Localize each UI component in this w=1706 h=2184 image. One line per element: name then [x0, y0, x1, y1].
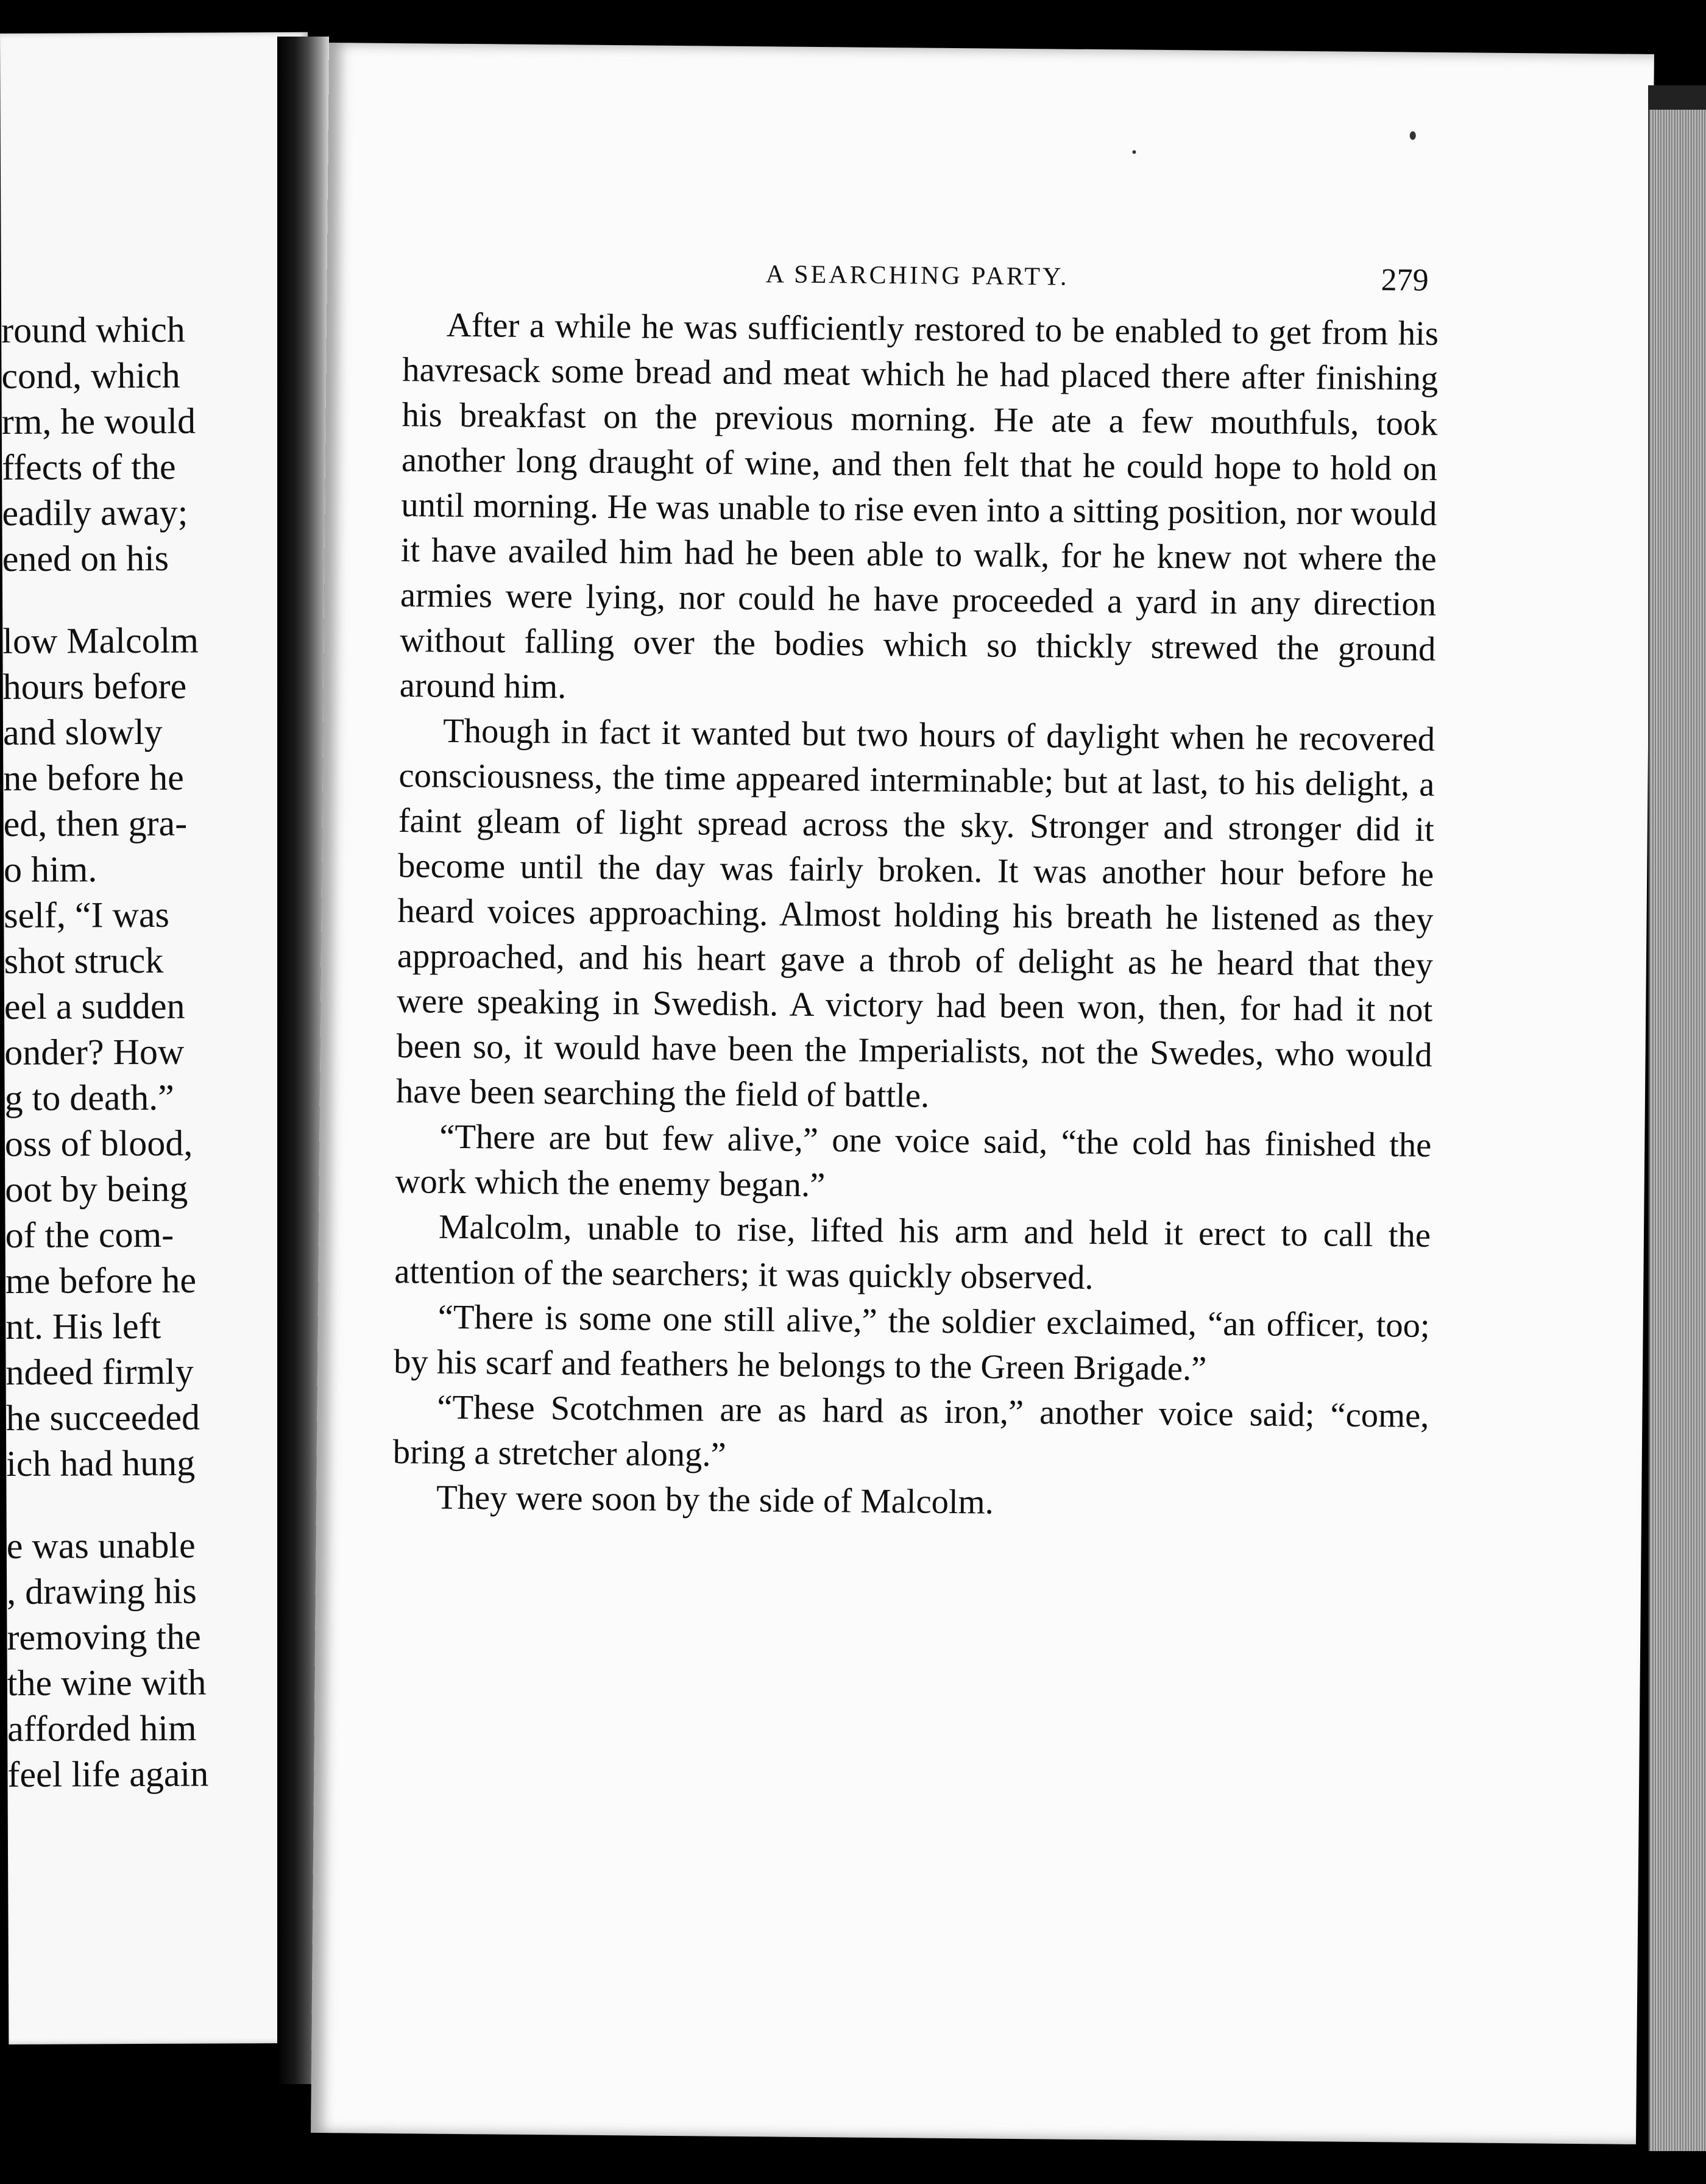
left-page-line: g to death.”	[4, 1077, 174, 1118]
left-page	[0, 32, 316, 2044]
left-page-line: ich had hung	[6, 1442, 196, 1484]
paragraph: After a while he was sufficiently restored to be enabled to get from his havresack some bread and meat which he had placed there after finishing his breakfast on the previous morning. He ate a few mouthfuls, took another long draught of wine, and then felt that he could hope to hold on until morning. He was unable to rise even into a sitting position, nor would it have availed him had he been able to walk, for he knew not where the armies were lying, nor could he have proceeded a yard in any direction without falling over the bodies which so thickly strewed the ground around him.	[399, 306, 1439, 706]
left-page-line: feel life again	[7, 1753, 209, 1795]
paragraph: “There are but few alive,” one voice said, “the cold has finished the work which the enemy began.”	[395, 1118, 1432, 1205]
left-page-line: onder? How	[4, 1031, 185, 1072]
left-page-line: self, “I was	[4, 894, 170, 935]
page-edges-shadow	[1648, 85, 1706, 110]
left-page-line: and slowly	[2, 711, 163, 753]
paragraph: “There is some one still alive,” the soldier exclaimed, “an officer, too; by his scarf and feathers he belongs to the Green Brigade.”	[393, 1298, 1430, 1388]
left-page-line: he succeeded	[5, 1397, 200, 1438]
left-page-line: the wine with	[7, 1662, 207, 1703]
left-page-line: eel a sudden	[4, 985, 185, 1027]
left-page-line: , drawing his	[7, 1570, 197, 1612]
paragraph: They were soon by the side of Malcolm.	[436, 1478, 994, 1522]
page-number: 279	[1381, 263, 1429, 298]
right-page	[311, 43, 1654, 2144]
left-page-line: round which	[1, 309, 185, 350]
left-page-line: ndeed firmly	[5, 1351, 194, 1392]
left-page-line: ne before he	[3, 757, 184, 798]
left-page-line: shot struck	[4, 940, 164, 981]
left-page-line: of the com-	[5, 1214, 174, 1255]
left-page-line: ffects of the	[1, 446, 176, 488]
left-page-line: rm, he would	[1, 400, 196, 442]
paper-speck	[1132, 151, 1136, 154]
left-page-line: ened on his	[2, 537, 169, 579]
left-page-line: cond, which	[1, 355, 180, 396]
paragraph: Though in fact it wanted but two hours of daylight when he recovered consciousness, the time appeared interminable; but at last, to his delight, a faint gleam of light spread across the sky. Stronger and stronger did it become until the day was fairly broken. It was another hour before he heard voices approaching. Almost holding his breath he listened as they approached, and his heart gave a throb of delight as he heard that they were speaking in Swedish. A victory had been won, then, for had it not been so, it would have been the Imperialists, not the Swedes, who would have been searching the field of battle.	[395, 712, 1435, 1115]
left-page-line: eadily away;	[2, 492, 188, 533]
left-page-line: o him.	[3, 849, 97, 890]
body-text	[392, 302, 1439, 1529]
paper-speck	[1410, 131, 1416, 140]
left-page-line: oss of blood,	[4, 1122, 193, 1164]
left-page-line: oot by being	[5, 1168, 188, 1210]
left-page-line: hours before	[2, 665, 187, 707]
left-page-line: nt. His left	[5, 1305, 161, 1347]
left-page-line: low Malcolm	[2, 620, 199, 661]
left-page-line: removing the	[7, 1616, 201, 1658]
left-page-text-column	[1, 307, 241, 1904]
page-edges	[1648, 85, 1706, 2151]
left-page-line: ed, then gra-	[3, 803, 188, 844]
paragraph: “These Scotchmen are as hard as iron,” another voice said; “come, bring a stretcher along.”	[392, 1388, 1429, 1474]
left-page-line: e was unable	[6, 1525, 196, 1566]
running-head: A SEARCHING PARTY.	[765, 260, 1069, 291]
left-page-line: me before he	[5, 1260, 197, 1301]
paragraph: Malcolm, unable to rise, lifted his arm and held it erect to call the attention of the searchers; it was quickly observed.	[394, 1208, 1431, 1297]
left-page-line: afforded him	[7, 1707, 197, 1749]
